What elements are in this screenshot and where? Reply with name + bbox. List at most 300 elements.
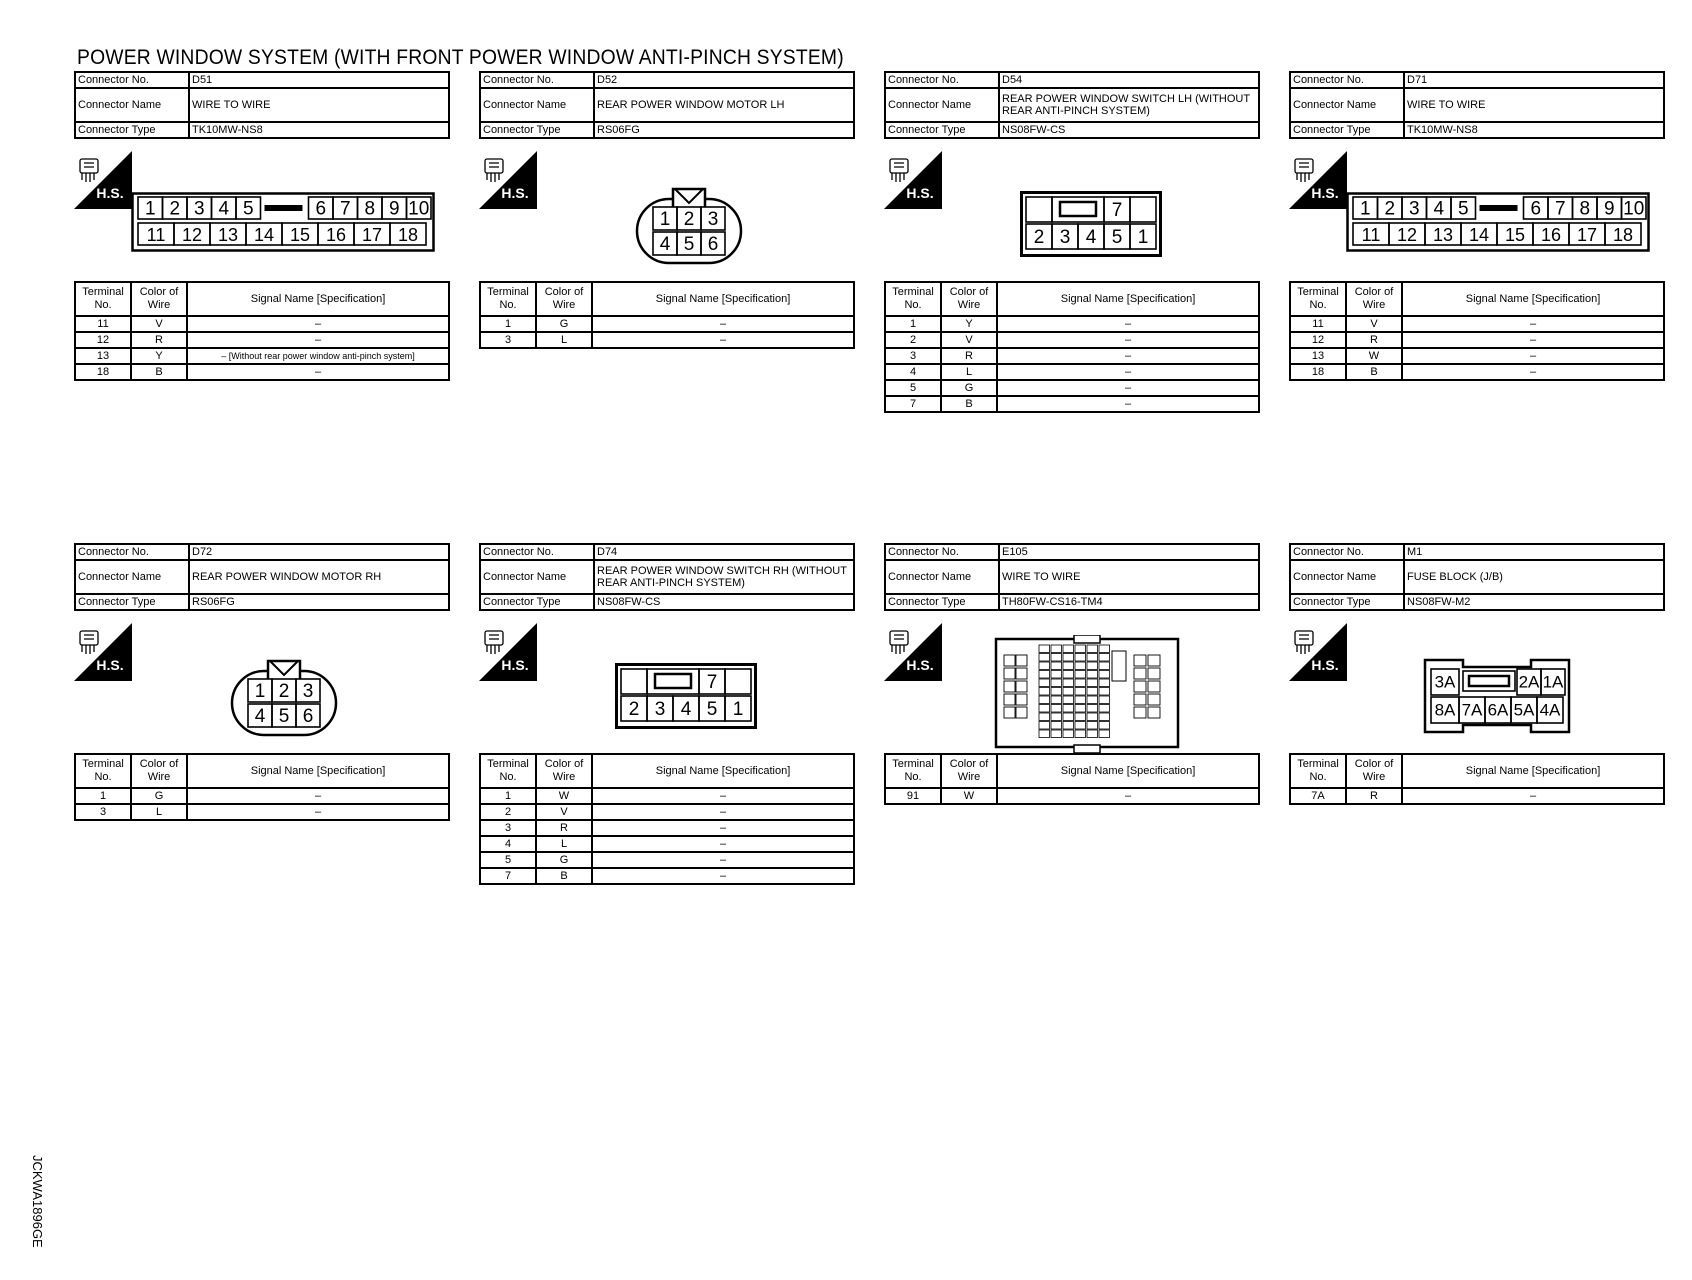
harness-side-icon	[479, 151, 537, 209]
hs-badge-text: H.S.	[96, 657, 124, 673]
terminal-number: 1	[75, 788, 131, 804]
signal-name: –	[187, 332, 449, 348]
connector-number-label: Connector No.	[1290, 544, 1404, 560]
wire-color: G	[536, 316, 592, 332]
signal-name: –	[997, 348, 1259, 364]
connector-info-table	[479, 543, 855, 611]
signal-name: –	[997, 364, 1259, 380]
pin-label: 14	[1468, 225, 1490, 245]
terminal-number: 18	[1290, 364, 1346, 380]
color-of-wire-header: Color of Wire	[536, 282, 592, 316]
terminal-no-header: Terminal No.	[1290, 282, 1346, 316]
pin-label: 4	[680, 699, 692, 720]
harness-side-icon	[479, 623, 537, 681]
wire-color: G	[131, 788, 187, 804]
wire-color: B	[1346, 364, 1402, 380]
wire-color: G	[536, 852, 592, 868]
wire-color: B	[941, 396, 997, 412]
wire-color: R	[1346, 332, 1402, 348]
connector-type-label: Connector Type	[75, 122, 189, 138]
terminal-number: 11	[75, 316, 131, 332]
terminal-number: 7	[480, 868, 536, 884]
color-of-wire-header: Color of Wire	[1346, 282, 1402, 316]
connector-number: D51	[189, 72, 449, 88]
connector-type: NS08FW-CS	[594, 594, 854, 610]
wire-color: B	[131, 364, 187, 380]
wire-color: L	[131, 804, 187, 820]
pin-label: 6	[302, 706, 314, 727]
terminal-row	[75, 364, 449, 380]
wire-color: W	[941, 788, 997, 804]
info-row	[480, 544, 854, 560]
terminal-number: 1	[480, 788, 536, 804]
terminal-row	[75, 348, 449, 364]
wire-color: V	[536, 804, 592, 820]
pin-label: 2	[628, 699, 640, 720]
connector-number: E105	[999, 544, 1259, 560]
hs-badge-text: H.S.	[906, 657, 934, 673]
connector-type: TH80FW-CS16-TM4	[999, 594, 1259, 610]
connector-name: REAR POWER WINDOW SWITCH LH (WITHOUT REAR ANTI-PINCH SYSTEM)	[999, 88, 1259, 122]
terminal-row	[75, 804, 449, 820]
terminal-row	[75, 316, 449, 332]
info-row	[75, 88, 449, 122]
terminal-number: 5	[480, 852, 536, 868]
terminal-number: 13	[75, 348, 131, 364]
terminal-row	[480, 836, 854, 852]
terminal-row	[480, 868, 854, 884]
connector-info-table	[74, 543, 450, 611]
terminal-number: 3	[480, 820, 536, 836]
terminal-header-row	[75, 282, 449, 316]
connector-name-label: Connector Name	[1290, 560, 1404, 594]
terminal-number: 2	[885, 332, 941, 348]
connector-name: WIRE TO WIRE	[189, 88, 449, 122]
terminal-no-header: Terminal No.	[75, 754, 131, 788]
connector-latch	[1469, 676, 1509, 686]
info-row	[1290, 88, 1664, 122]
pin-label: 7	[1554, 198, 1566, 220]
connector-type-label: Connector Type	[885, 122, 999, 138]
connector-panel	[1289, 543, 1665, 963]
connector-number: D74	[594, 544, 854, 560]
terminal-row	[885, 332, 1259, 348]
pin-label: 8	[1579, 198, 1591, 220]
pin-label: 3	[302, 681, 314, 702]
terminal-header-row	[1290, 282, 1664, 316]
signal-name: –	[187, 316, 449, 332]
terminal-row	[1290, 332, 1664, 348]
harness-side-icon	[884, 623, 942, 681]
pin-label: 3	[707, 209, 719, 230]
pin-label: 3	[654, 699, 666, 720]
info-row	[885, 122, 1259, 138]
terminal-no-header: Terminal No.	[75, 282, 131, 316]
wire-color: L	[941, 364, 997, 380]
signal-name: –	[592, 788, 854, 804]
terminal-row	[480, 332, 854, 348]
terminal-header-row	[885, 282, 1259, 316]
connector-name: WIRE TO WIRE	[1404, 88, 1664, 122]
connector-number-label: Connector No.	[480, 72, 594, 88]
terminal-number: 12	[75, 332, 131, 348]
info-row	[480, 594, 854, 610]
wire-color: L	[536, 332, 592, 348]
connector-panel	[479, 71, 855, 491]
connector-face	[230, 655, 338, 745]
terminal-number: 1	[480, 316, 536, 332]
hs-badge-text: H.S.	[1311, 185, 1339, 201]
pin-label: 16	[1540, 225, 1562, 245]
connector-info-table	[1289, 543, 1665, 611]
connector-face	[994, 635, 1180, 753]
terminal-row	[480, 820, 854, 836]
connector-face	[635, 183, 743, 273]
signal-name-header: Signal Name [Specification]	[592, 282, 854, 316]
connector-number-label: Connector No.	[480, 544, 594, 560]
info-row	[75, 560, 449, 594]
connector-number-label: Connector No.	[885, 544, 999, 560]
pin-label: 5	[242, 198, 254, 220]
pin-label: 5	[683, 234, 695, 255]
pin-label: 2A	[1518, 672, 1540, 692]
pin-label: 9	[388, 198, 400, 220]
pin-label: 12	[181, 225, 203, 245]
signal-name-header: Signal Name [Specification]	[1402, 754, 1664, 788]
connector-number: M1	[1404, 544, 1664, 560]
harness-side-icon	[1289, 151, 1347, 209]
terminal-row	[480, 852, 854, 868]
wire-color: L	[536, 836, 592, 852]
terminal-table	[1289, 753, 1665, 805]
pin-label: 4A	[1539, 700, 1561, 720]
terminal-row	[1290, 364, 1664, 380]
connector-name-label: Connector Name	[480, 88, 594, 122]
info-row	[1290, 594, 1664, 610]
terminal-table	[74, 753, 450, 821]
hs-badge-text: H.S.	[906, 185, 934, 201]
harness-side-icon	[884, 151, 942, 209]
terminal-no-header: Terminal No.	[1290, 754, 1346, 788]
info-row	[1290, 544, 1664, 560]
harness-side-icon	[74, 151, 132, 209]
connector-name: FUSE BLOCK (J/B)	[1404, 560, 1664, 594]
signal-name: – [Without rear power window anti-pinch system]	[187, 348, 449, 364]
wire-color: Y	[941, 316, 997, 332]
signal-name-header: Signal Name [Specification]	[187, 282, 449, 316]
connector-info-table	[884, 543, 1260, 611]
info-row	[75, 594, 449, 610]
signal-name: –	[592, 852, 854, 868]
connector-type: NS08FW-CS	[999, 122, 1259, 138]
terminal-row	[885, 396, 1259, 412]
wire-color: R	[536, 820, 592, 836]
connector-type-label: Connector Type	[885, 594, 999, 610]
signal-name: –	[592, 836, 854, 852]
hs-badge-text: H.S.	[1311, 657, 1339, 673]
terminal-row	[1290, 788, 1664, 804]
pin-label: 1	[1359, 198, 1371, 220]
connector-face	[1346, 192, 1650, 252]
terminal-number: 3	[885, 348, 941, 364]
info-row	[885, 594, 1259, 610]
signal-name: –	[592, 868, 854, 884]
terminal-table	[884, 753, 1260, 805]
signal-name: –	[1402, 788, 1664, 804]
connector-type-label: Connector Type	[480, 594, 594, 610]
terminal-row	[1290, 348, 1664, 364]
hs-badge-text: H.S.	[501, 657, 529, 673]
signal-name: –	[997, 316, 1259, 332]
connector-name: REAR POWER WINDOW MOTOR RH	[189, 560, 449, 594]
pin-label: 13	[217, 225, 239, 245]
terminal-number: 3	[480, 332, 536, 348]
connector-name: WIRE TO WIRE	[999, 560, 1259, 594]
connector-face	[1423, 657, 1571, 735]
info-row	[75, 544, 449, 560]
pin-label: 3	[193, 198, 205, 220]
document-code: JCKWA1896GE	[30, 1155, 45, 1248]
signal-name-header: Signal Name [Specification]	[592, 754, 854, 788]
terminal-number: 5	[885, 380, 941, 396]
pin-label: 12	[1396, 225, 1418, 245]
pin-label: 8A	[1434, 700, 1456, 720]
info-row	[480, 88, 854, 122]
connector-number-label: Connector No.	[885, 72, 999, 88]
terminal-header-row	[885, 754, 1259, 788]
terminal-row	[885, 380, 1259, 396]
pin-label: 5	[278, 706, 290, 727]
pin-label: 1	[659, 209, 671, 230]
hs-badge-text: H.S.	[96, 185, 124, 201]
terminal-row	[480, 316, 854, 332]
pin-label: 2	[683, 209, 695, 230]
info-row	[75, 122, 449, 138]
pin-label: 17	[1576, 225, 1598, 245]
pin-label: 4	[1085, 227, 1097, 248]
terminal-number: 4	[885, 364, 941, 380]
pin-label: 9	[1603, 198, 1615, 220]
pin-label: 1	[254, 681, 266, 702]
pin-label: 4	[218, 198, 230, 220]
wire-color: W	[1346, 348, 1402, 364]
terminal-no-header: Terminal No.	[885, 754, 941, 788]
pin-label: 1A	[1542, 672, 1564, 692]
pin-label: 11	[146, 225, 166, 245]
harness-side-icon	[74, 623, 132, 681]
terminal-row	[885, 364, 1259, 380]
pin-label: 6	[315, 198, 327, 220]
terminal-no-header: Terminal No.	[885, 282, 941, 316]
page-title: POWER WINDOW SYSTEM (WITH FRONT POWER WINDOW ANTI-PINCH SYSTEM)	[77, 46, 844, 69]
terminal-row	[885, 788, 1259, 804]
connector-panel	[1289, 71, 1665, 491]
connector-name-label: Connector Name	[885, 88, 999, 122]
color-of-wire-header: Color of Wire	[131, 282, 187, 316]
signal-name: –	[997, 380, 1259, 396]
info-row	[1290, 122, 1664, 138]
connector-type: TK10MW-NS8	[1404, 122, 1664, 138]
connector-type-label: Connector Type	[1290, 122, 1404, 138]
signal-name: –	[1402, 364, 1664, 380]
info-row	[480, 122, 854, 138]
pin-label: 1	[144, 198, 156, 220]
wire-color: V	[941, 332, 997, 348]
signal-name: –	[592, 316, 854, 332]
signal-name: –	[592, 804, 854, 820]
connector-panel	[74, 71, 450, 491]
info-row	[1290, 560, 1664, 594]
connector-name: REAR POWER WINDOW SWITCH RH (WITHOUT REAR ANTI-PINCH SYSTEM)	[594, 560, 854, 594]
info-row	[1290, 72, 1664, 88]
wire-color: G	[941, 380, 997, 396]
color-of-wire-header: Color of Wire	[536, 754, 592, 788]
pin-label: 6A	[1487, 700, 1509, 720]
wire-color: R	[131, 332, 187, 348]
signal-name: –	[187, 788, 449, 804]
pin-label: 10	[408, 198, 430, 220]
terminal-number: 13	[1290, 348, 1346, 364]
pin-label: 5	[1457, 198, 1469, 220]
connector-face	[615, 663, 757, 729]
pin-label: 8	[364, 198, 376, 220]
signal-name: –	[997, 788, 1259, 804]
terminal-header-row	[75, 754, 449, 788]
terminal-no-header: Terminal No.	[480, 282, 536, 316]
terminal-row	[75, 332, 449, 348]
pin-label: 17	[361, 225, 383, 245]
terminal-header-row	[1290, 754, 1664, 788]
color-of-wire-header: Color of Wire	[941, 754, 997, 788]
connector-type: RS06FG	[189, 594, 449, 610]
connector-panel	[74, 543, 450, 963]
connector-number-label: Connector No.	[1290, 72, 1404, 88]
pin-label: 4	[659, 234, 671, 255]
signal-name: –	[592, 332, 854, 348]
pin-label: 5	[706, 699, 718, 720]
pin-label: 5A	[1513, 700, 1535, 720]
connector-type: NS08FW-M2	[1404, 594, 1664, 610]
pin-label: 7	[339, 198, 351, 220]
wire-color: R	[1346, 788, 1402, 804]
pin-label: 15	[289, 225, 311, 245]
pin-label: 3	[1059, 227, 1071, 248]
terminal-table	[74, 281, 450, 381]
terminal-header-row	[480, 754, 854, 788]
terminal-row	[885, 348, 1259, 364]
terminal-number: 18	[75, 364, 131, 380]
signal-name: –	[997, 396, 1259, 412]
connector-panel	[884, 543, 1260, 963]
connector-panel	[479, 543, 855, 963]
signal-name: –	[1402, 316, 1664, 332]
pin-label: 10	[1623, 198, 1645, 220]
info-row	[885, 544, 1259, 560]
connector-type-label: Connector Type	[75, 594, 189, 610]
pin-label: 16	[325, 225, 347, 245]
terminal-table	[479, 281, 855, 349]
info-row	[75, 72, 449, 88]
signal-name: –	[1402, 348, 1664, 364]
connector-info-table	[74, 71, 450, 139]
connector-type-label: Connector Type	[1290, 594, 1404, 610]
signal-name: –	[187, 364, 449, 380]
pin-label: 4	[1433, 198, 1445, 220]
pin-label: 3	[1408, 198, 1420, 220]
info-row	[885, 560, 1259, 594]
signal-name: –	[187, 804, 449, 820]
info-row	[885, 88, 1259, 122]
pin-label: 2	[278, 681, 290, 702]
connector-number: D52	[594, 72, 854, 88]
connector-number: D72	[189, 544, 449, 560]
connector-number: D54	[999, 72, 1259, 88]
terminal-header-row	[480, 282, 854, 316]
color-of-wire-header: Color of Wire	[131, 754, 187, 788]
connector-face	[1020, 191, 1162, 257]
pin-label: 2	[1033, 227, 1045, 248]
pin-label: 1	[732, 699, 744, 720]
wire-color: W	[536, 788, 592, 804]
connector-name-label: Connector Name	[75, 560, 189, 594]
signal-name-header: Signal Name [Specification]	[1402, 282, 1664, 316]
connector-latch	[1060, 202, 1096, 216]
connector-name-label: Connector Name	[75, 88, 189, 122]
pin-label: 4	[254, 706, 266, 727]
connector-face	[131, 192, 435, 252]
pin-label: 11	[1361, 225, 1381, 245]
pin-label: 15	[1504, 225, 1526, 245]
connector-name-label: Connector Name	[885, 560, 999, 594]
connector-type: RS06FG	[594, 122, 854, 138]
pin-label: 3A	[1434, 672, 1456, 692]
signal-name-header: Signal Name [Specification]	[187, 754, 449, 788]
pin-label: 13	[1432, 225, 1454, 245]
connector-latch	[265, 205, 303, 211]
terminal-number: 4	[480, 836, 536, 852]
pin-label: 18	[397, 225, 419, 245]
info-row	[480, 560, 854, 594]
connector-panel	[884, 71, 1260, 491]
signal-name: –	[997, 332, 1259, 348]
terminal-number: 3	[75, 804, 131, 820]
connector-latch	[1480, 205, 1518, 211]
connector-info-table	[1289, 71, 1665, 139]
hs-badge-text: H.S.	[501, 185, 529, 201]
wire-color: B	[536, 868, 592, 884]
connector-info-table	[884, 71, 1260, 139]
pin-label: 7A	[1461, 700, 1483, 720]
connector-name-label: Connector Name	[1290, 88, 1404, 122]
signal-name-header: Signal Name [Specification]	[997, 754, 1259, 788]
terminal-row	[480, 804, 854, 820]
pin-label: 5	[1111, 227, 1123, 248]
pin-label: 2	[1384, 198, 1396, 220]
terminal-number: 1	[885, 316, 941, 332]
connector-latch	[655, 674, 691, 688]
color-of-wire-header: Color of Wire	[941, 282, 997, 316]
info-row	[885, 72, 1259, 88]
terminal-table	[884, 281, 1260, 413]
pin-label: 18	[1612, 225, 1634, 245]
wire-color: Y	[131, 348, 187, 364]
terminal-table	[479, 753, 855, 885]
pin-label: 6	[1530, 198, 1542, 220]
terminal-row	[1290, 316, 1664, 332]
terminal-row	[885, 316, 1259, 332]
pin-label: 6	[707, 234, 719, 255]
terminal-table	[1289, 281, 1665, 381]
